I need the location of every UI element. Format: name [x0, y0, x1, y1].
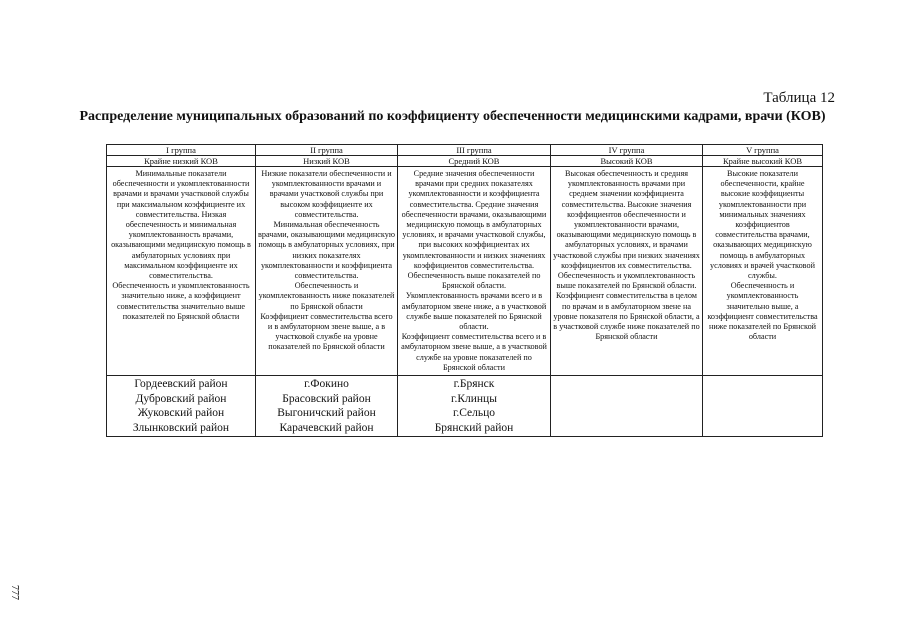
- category-header: Высокий КОВ: [551, 156, 703, 167]
- district-name: Злынковский район: [132, 421, 230, 434]
- category-header: Средний КОВ: [398, 156, 551, 167]
- district-name: Брасовский район: [282, 392, 371, 405]
- description-row: [107, 167, 823, 376]
- group-header: II группа: [256, 145, 398, 156]
- district-name: Карачевский район: [279, 421, 374, 434]
- district-list: [703, 376, 823, 437]
- district-name: Жуковский район: [137, 407, 225, 420]
- description-paragraph: Коэффициент совместительства всего и в амбулаторном звене выше, а в участковой службе на уровне показателей по Брянской области: [401, 332, 547, 372]
- description-paragraph: Минимальные показатели обеспеченности и укомплектованности врачами и врачами участковой службы при максимальном коэффициенте их совместительства. Низкая обеспеченность и минимальная укомплектованность врачами, оказывающими медицинскую помощь в амбулаторных условиях при максимальном коэффициенте их совместительства.: [111, 169, 251, 281]
- category-header: Крайне низкий КОВ: [107, 156, 256, 167]
- table-label: Таблица 12: [763, 90, 835, 106]
- description-paragraph: Средние значения обеспеченности врачами при средних показателях укомплектованности и коэффициента совместительства. Средние значения обеспеченности врачами, оказывающими медицинскую помощь в амбулаторных условиях, и врачами участковой службы, при высоких коэффициентах их укомплектованности и низких значениях коэффициентов совместительства.: [401, 169, 547, 270]
- district-list: [398, 376, 551, 437]
- district-name: г.Клинцы: [451, 392, 497, 405]
- group-description: [551, 167, 703, 376]
- category-header: Низкий КОВ: [256, 156, 398, 167]
- description-paragraph: Минимальная обеспеченность врачами, оказывающими медицинскую помощь в амбулаторных условиях, при низких показателях укомплектованности и коэффициента совместительства.: [258, 220, 395, 281]
- page-number: 777: [9, 585, 20, 600]
- description-paragraph: Высокая обеспеченность и средняя укомплектованность врачами при среднем значении коэффициента совместительства. Высокие значения коэффициентов обеспеченности и укомплектованности врачами, оказывающими медицинскую помощь в амбулаторных условиях, и врачами участковой службы при низких значениях коэффициентов их совместительства.: [553, 169, 700, 270]
- group-description: [256, 167, 398, 376]
- group-header: IV группа: [551, 145, 703, 156]
- description-paragraph: Высокие показатели обеспеченности, крайне высокие коэффициенты укомплектованности при минимальных значениях коэффициентов совместительства врачами, оказывающих медицинскую помощь в амбулаторных условиях и врачей участковой службы.: [710, 169, 815, 281]
- group-description: [398, 167, 551, 376]
- description-paragraph: Обеспеченность и укомплектованность выше показателей по Брянской области.: [556, 271, 697, 291]
- category-header: Крайне высокий КОВ: [703, 156, 823, 167]
- description-paragraph: Коэффициент совместительства всего и в амбулаторном звене выше, а в участковой службе на уровне показателей по Брянской области: [260, 311, 393, 352]
- group-header: I группа: [107, 145, 256, 156]
- district-list: [551, 376, 703, 437]
- group-header-row: [107, 145, 823, 156]
- district-name: Выгоничский район: [277, 407, 376, 420]
- district-name: Брянский район: [434, 421, 514, 434]
- district-name: Дубровский район: [135, 392, 227, 405]
- group-header: III группа: [398, 145, 551, 156]
- district-list: [256, 376, 398, 437]
- description-paragraph: Коэффициент совместительства в целом по врачам и в амбулаторном звене на уровне показателя по Брянской области, а в участковой службе ниже показателей по Брянской области: [553, 291, 700, 342]
- distribution-table: [106, 144, 823, 437]
- description-paragraph: Обеспеченность и укомплектованность ниже показателей по Брянской области: [258, 281, 395, 311]
- district-list: [107, 376, 256, 437]
- district-name: г.Сельцо: [452, 407, 496, 420]
- district-name: г.Брянск: [453, 378, 495, 391]
- group-description: [107, 167, 256, 376]
- group-header: V группа: [703, 145, 823, 156]
- description-paragraph: Низкие показатели обеспеченности и укомплектованности врачами и врачами участковой службы при высоком коэффициенте их совместительства.: [261, 169, 392, 219]
- description-paragraph: Обеспеченность и укомплектованность значительно ниже, а коэффициент совместительства значительно выше показателей по Брянской области: [112, 281, 250, 321]
- districts-row: [107, 376, 823, 437]
- district-name: Гордеевский район: [134, 378, 228, 391]
- description-paragraph: Обеспеченность и укомплектованность значительно выше, а коэффициент совместительства ниже показателей по Брянской области: [707, 281, 818, 342]
- category-header-row: [107, 156, 823, 167]
- document-title: Распределение муниципальных образований по коэффициенту обеспеченности медицинскими кадрами, врачи (КОВ): [79, 109, 826, 124]
- group-description: [703, 167, 823, 376]
- description-paragraph: Укомплектованность врачами всего и в амбулаторном звене ниже, а в участковой службе выше показателей по Брянской области.: [401, 291, 547, 332]
- description-paragraph: Обеспеченность выше показателей по Брянской области.: [407, 271, 541, 291]
- district-name: г.Фокино: [304, 378, 349, 391]
